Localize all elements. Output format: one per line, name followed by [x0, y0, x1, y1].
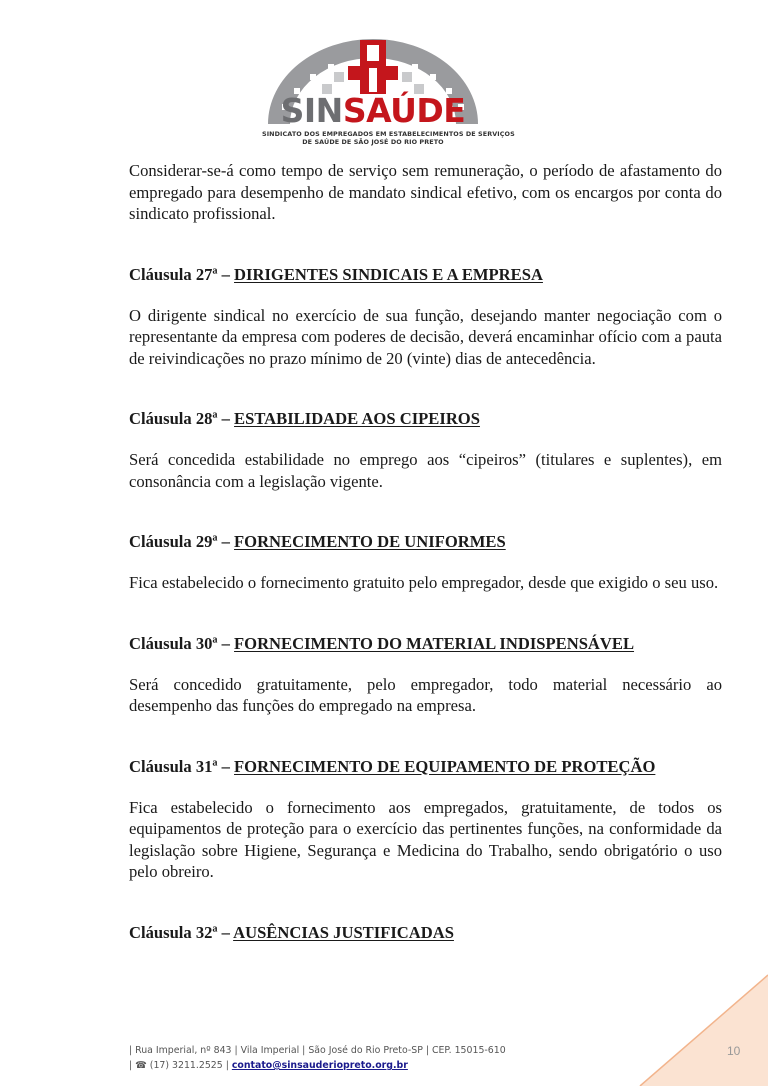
clause-30-heading: [129, 633, 722, 655]
footer-address: | Rua Imperial, nº 843 | Vila Imperial | São José do Rio Preto-SP | CEP. 15015-610: [129, 1045, 506, 1056]
footer-contact-line: [129, 1058, 506, 1073]
page-footer: [129, 1043, 506, 1073]
sinsaude-logo: [262, 28, 515, 146]
logo-word-saude: SAÚDE: [342, 91, 466, 130]
clause-29-title: FORNECIMENTO DE UNIFORMES: [234, 532, 506, 551]
clause-31-heading: [129, 756, 722, 778]
clause-31-label: Cláusula 31ª –: [129, 756, 235, 776]
logo-word-sin: SIN: [280, 91, 343, 130]
clause-27-heading: [129, 264, 722, 286]
page-number: 10: [727, 1044, 741, 1058]
clause-27-text: O dirigente sindical no exercício de sua função, desejando manter negociação com o representante da empresa com poderes de decisão, deverá encaminhar ofício com a pauta de reivindicações no prazo mínimo de 20 (vinte) dias de antecedência.: [129, 305, 722, 368]
logo-wordmark: [262, 91, 484, 130]
clause-32-label: Cláusula 32ª –: [129, 922, 234, 942]
clause-28-text: Será concedida estabilidade no emprego aos “cipeiros” (titulares e suplentes), em consonância com a legislação vigente.: [129, 450, 722, 491]
clause-29-label: Cláusula 29ª –: [129, 532, 235, 551]
clause-32-heading: [129, 922, 722, 944]
clause-28-label: Cláusula 28ª –: [129, 409, 235, 428]
clause-31-title: FORNECIMENTO DE EQUIPAMENTO DE PROTEÇÃO: [234, 756, 656, 776]
clause-31-text: Fica estabelecido o fornecimento aos empregados, gratuitamente, de todos os equipamentos de proteção para o exercício das pertinentes funções, na conformidade da legislação sobre Higiene, Segurança e Medicina do Trabalho, sendo obrigatório o uso pelo obreiro.: [129, 797, 722, 881]
clause-27-title: DIRIGENTES SINDICAIS E A EMPRESA: [234, 264, 543, 284]
clause-28-title: ESTABILIDADE AOS CIPEIROS: [234, 409, 480, 428]
logo-subtitle-line2: DE SAÚDE DE SÃO JOSÉ DO RIO PRETO: [302, 138, 444, 146]
clause-30-text: Será concedido gratuitamente, pelo empregador, todo material necessário ao desempenho das funções do empregado na empresa.: [129, 674, 722, 715]
footer-phone: | ☎ (17) 3211.2525 |: [129, 1060, 232, 1071]
clause-30-label: Cláusula 30ª –: [129, 633, 235, 653]
clause-32-title: AUSÊNCIAS JUSTIFICADAS: [233, 922, 454, 942]
clause-29-heading: [129, 531, 722, 553]
intro-paragraph: Considerar-se-á como tempo de serviço sem remuneração, o período de afastamento do empregado para desempenho de mandato sindical efetivo, com os encargos por conta do sindicato profissional.: [129, 161, 722, 223]
footer-email-link[interactable]: contato@sinsauderiopreto.org.br: [231, 1060, 408, 1071]
clause-30-title: FORNECIMENTO DO MATERIAL INDISPENSÁVEL: [234, 633, 635, 653]
logo-subtitle-line1: SINDICATO DOS EMPREGADOS EM ESTABELECIMENTOS DE SERVIÇOS: [262, 130, 515, 138]
clause-28-heading: [129, 408, 722, 430]
document-body: [129, 160, 722, 944]
clause-27-label: Cláusula 27ª –: [129, 264, 235, 284]
clause-29-text: Fica estabelecido o fornecimento gratuito pelo empregador, desde que exigido o seu uso.: [129, 573, 719, 592]
